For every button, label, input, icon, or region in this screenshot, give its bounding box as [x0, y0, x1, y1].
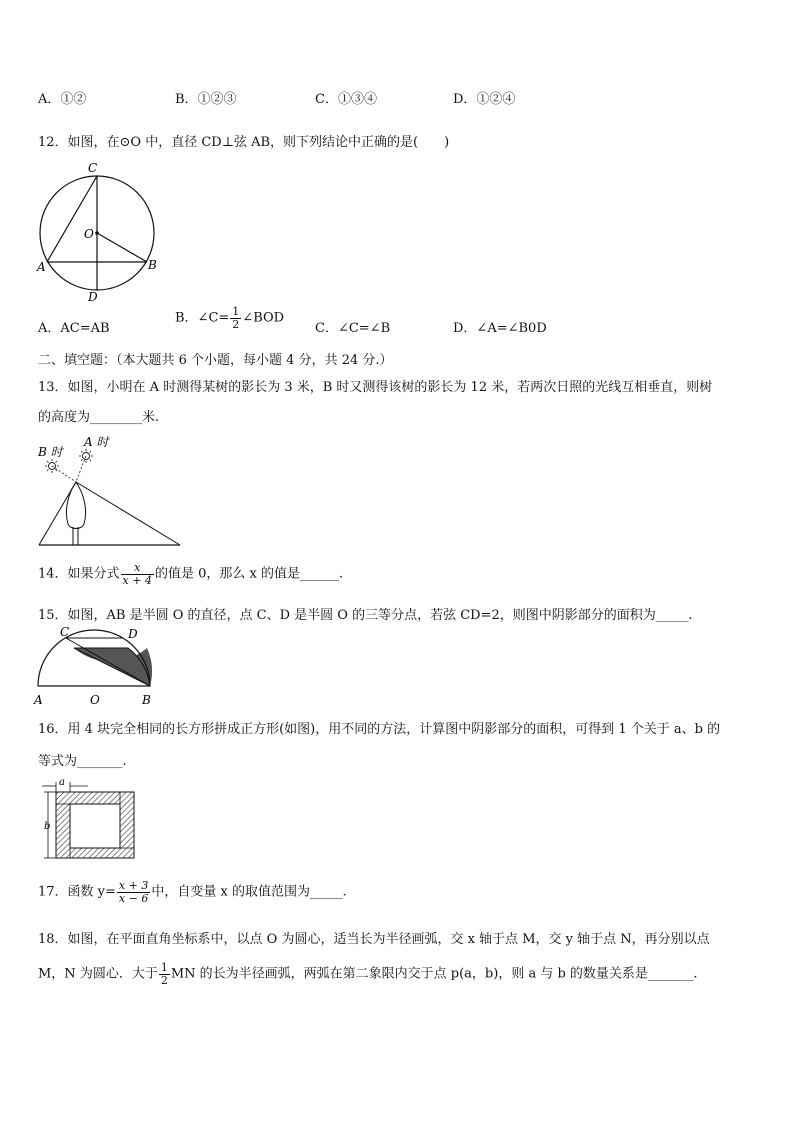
- q13-line1: 13．如图，小明在 A 时测得某树的影长为 3 米，B 时又测得该树的影长为 12 米，若两次日照的光线互相垂直，则树: [38, 380, 713, 395]
- section-fill-in-heading: 二、填空题：（本大题共 6 个小题，每小题 4 分，共 24 分.）: [38, 353, 393, 368]
- segment-ob: [97, 233, 147, 262]
- q11-option-b: B．①②③: [175, 92, 237, 107]
- label-b-time: B 时: [38, 445, 63, 459]
- q16-line1: 16．用 4 块完全相同的长方形拼成正方形(如图)，用不同的方法，计算图中阴影部分的面积，可得到 1 个关于 a、b 的: [38, 722, 721, 737]
- sun-line-b: [52, 466, 76, 482]
- label-a: a: [59, 777, 65, 788]
- q12-option-d: D．∠A=∠B0D: [453, 321, 547, 336]
- q18-line1: 18．如图，在平面直角坐标系中，以点 O 为圆心，适当长为半径画弧，交 x 轴于点 M，交 y 轴于点 N，再分别以点: [38, 932, 710, 947]
- inner-square: [70, 804, 120, 848]
- q11-option-a: A．①②: [38, 92, 87, 107]
- q18-line2: M，N 为圆心．大于 $\frac{1}{2}$ MN 的长为半径画弧，两弧在第二象限内交于点 p(a，b)，则 a 与 b 的数量关系是_______.: [38, 961, 698, 987]
- label-b: b: [44, 821, 51, 832]
- label-a: A: [37, 260, 46, 274]
- q14-line: 14．如果分式 $\frac{x}{x + 4}$ 的值是 0，那么 x 的值是______.: [38, 561, 344, 587]
- label-d: D: [88, 290, 98, 304]
- q16-square-figure: [38, 778, 148, 868]
- label-a-time: A 时: [84, 435, 109, 449]
- label-o: O: [90, 693, 100, 707]
- q12-stem: 12．如图，在⊙O 中，直径 CD⊥弦 AB，则下列结论中正确的是( ): [38, 135, 450, 150]
- label-d: D: [128, 627, 138, 641]
- shaded-segment-cd: [74, 648, 150, 686]
- q13-line2: 的高度为________米.: [38, 410, 160, 425]
- label-c: C: [88, 161, 98, 175]
- label-o: O: [84, 227, 94, 241]
- q11-option-c: C．①③④: [315, 92, 377, 107]
- label-a: A: [34, 693, 43, 707]
- q16-line2: 等式为_______.: [38, 754, 127, 769]
- q11-option-d: D．①②④: [453, 92, 516, 107]
- tree-crown: [66, 482, 85, 529]
- q15-semicircle-figure: [34, 625, 168, 708]
- q13-tree-shadow-figure: [32, 432, 192, 552]
- sun-line-a: [76, 456, 86, 482]
- q15-stem: 15．如图，AB 是半圆 O 的直径，点 C、D 是半圆 O 的三等分点，若弦 CD=2，则图中阴影部分的面积为_____.: [38, 608, 693, 623]
- center-point: [95, 231, 99, 235]
- segment-ac: [47, 176, 97, 262]
- q12-option-a: A．AC=AB: [38, 321, 110, 336]
- label-b: B: [142, 693, 151, 707]
- label-b: B: [148, 258, 157, 272]
- q12-option-b: B．∠C= $\frac{1}{2}$ ∠BOD: [175, 305, 285, 331]
- label-c: C: [60, 625, 70, 639]
- q12-circle-figure: [30, 160, 160, 304]
- q17-line: 17．函数 y= $\frac{x + 3}{x - 6}$ 中，自变量 x 的取值范围为_____.: [38, 879, 347, 905]
- ray-a: [76, 482, 180, 545]
- q12-option-c: C．∠C=∠B: [315, 321, 391, 336]
